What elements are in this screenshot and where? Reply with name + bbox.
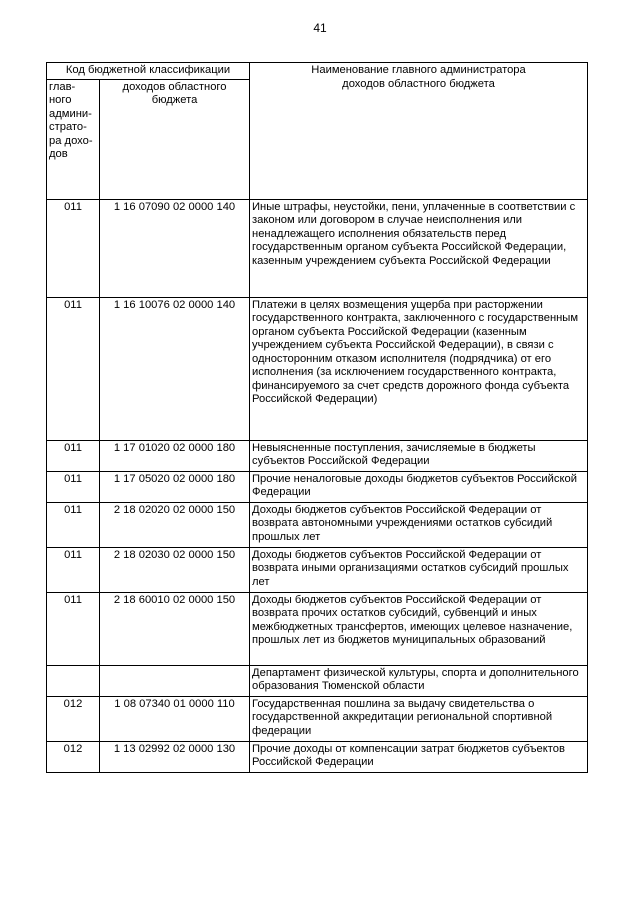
admin-code-cell: 012 [47, 696, 100, 741]
regional-revenue-header [100, 79, 250, 199]
department-name-cell: Департамент физической культуры, спорта и дополнительного образования Тюменской области [250, 665, 588, 696]
revenue-name-cell: Прочие доходы от компенсации затрат бюджетов субъектов Российской Федерации [250, 741, 588, 772]
admin-code-cell: 011 [47, 592, 100, 665]
admin-code-cell: 011 [47, 440, 100, 471]
revenue-name-cell: Доходы бюджетов субъектов Российской Федерации от возврата иными организациями остатков субсидий прошлых лет [250, 547, 588, 592]
revenue-name-cell: Иные штрафы, неустойки, пени, уплаченные в соответствии с законом или договором в случае неисполнения или ненадлежащего исполнения обязательств перед государственным органом субъекта Российской Федерации, казенным учреждением субъекта Российской Федерации [250, 199, 588, 297]
table-row [47, 297, 588, 440]
budget-classification-table [46, 62, 588, 773]
page-number: 41 [313, 21, 327, 35]
classification-code-header: Код бюджетной классификации [47, 63, 250, 80]
table-row [47, 547, 588, 592]
empty-code-cell [100, 665, 250, 696]
table-row [47, 199, 588, 297]
revenue-code-cell: 1 17 01020 02 0000 180 [100, 440, 250, 471]
table-row [47, 741, 588, 772]
revenue-name-cell: Платежи в целях возмещения ущерба при расторжении государственного контракта, заключенного с государственным органом субъекта Российской Федерации (казенным учреждением субъекта Российской Федерации), в связи с односторонним отказом исполнителя (подрядчика) от его исполнения (за исключением государственного контракта, финансируемого за счет средств дорожного фонда субъекта Российской Федерации) [250, 297, 588, 440]
empty-admin-cell [47, 665, 100, 696]
department-row [47, 665, 588, 696]
revenue-code-cell: 1 16 10076 02 0000 140 [100, 297, 250, 440]
administrator-name-header [250, 63, 588, 200]
revenue-name-cell: Государственная пошлина за выдачу свидетельства о государственной аккредитации региональной спортивной федерации [250, 696, 588, 741]
revenue-code-cell: 1 17 05020 02 0000 180 [100, 471, 250, 502]
chief-administrator-header-text: глав- ного админи- страто- ра дохо- дов [49, 80, 93, 161]
table-row [47, 592, 588, 665]
regional-revenue-header-text: доходов областного бюджета [122, 80, 227, 106]
table-row [47, 502, 588, 547]
revenue-name-cell: Доходы бюджетов субъектов Российской Федерации от возврата автономными учреждениями остатков субсидий прошлых лет [250, 502, 588, 547]
table-row [47, 696, 588, 741]
table-row [47, 471, 588, 502]
admin-code-cell: 012 [47, 741, 100, 772]
admin-code-cell: 011 [47, 547, 100, 592]
admin-code-cell: 011 [47, 199, 100, 297]
chief-administrator-header [47, 79, 100, 199]
revenue-name-cell: Прочие неналоговые доходы бюджетов субъектов Российской Федерации [250, 471, 588, 502]
admin-code-cell: 011 [47, 502, 100, 547]
revenue-code-cell: 2 18 02030 02 0000 150 [100, 547, 250, 592]
revenue-name-cell: Невыясненные поступления, зачисляемые в бюджеты субъектов Российской Федерации [250, 440, 588, 471]
revenue-code-cell: 2 18 60010 02 0000 150 [100, 592, 250, 665]
revenue-code-cell: 1 16 07090 02 0000 140 [100, 199, 250, 297]
revenue-code-cell: 1 13 02992 02 0000 130 [100, 741, 250, 772]
admin-code-cell: 011 [47, 471, 100, 502]
revenue-code-cell: 2 18 02020 02 0000 150 [100, 502, 250, 547]
table-header-row [47, 63, 588, 80]
administrator-name-header-text: Наименование главного администратора доходов областного бюджета [311, 64, 526, 90]
table-row [47, 440, 588, 471]
revenue-name-cell: Доходы бюджетов субъектов Российской Федерации от возврата прочих остатков субсидий, субвенций и иных межбюджетных трансфертов, имеющих целевое назначение, прошлых лет из бюджетов муниципальных образований [250, 592, 588, 665]
admin-code-cell: 011 [47, 297, 100, 440]
revenue-code-cell: 1 08 07340 01 0000 110 [100, 696, 250, 741]
